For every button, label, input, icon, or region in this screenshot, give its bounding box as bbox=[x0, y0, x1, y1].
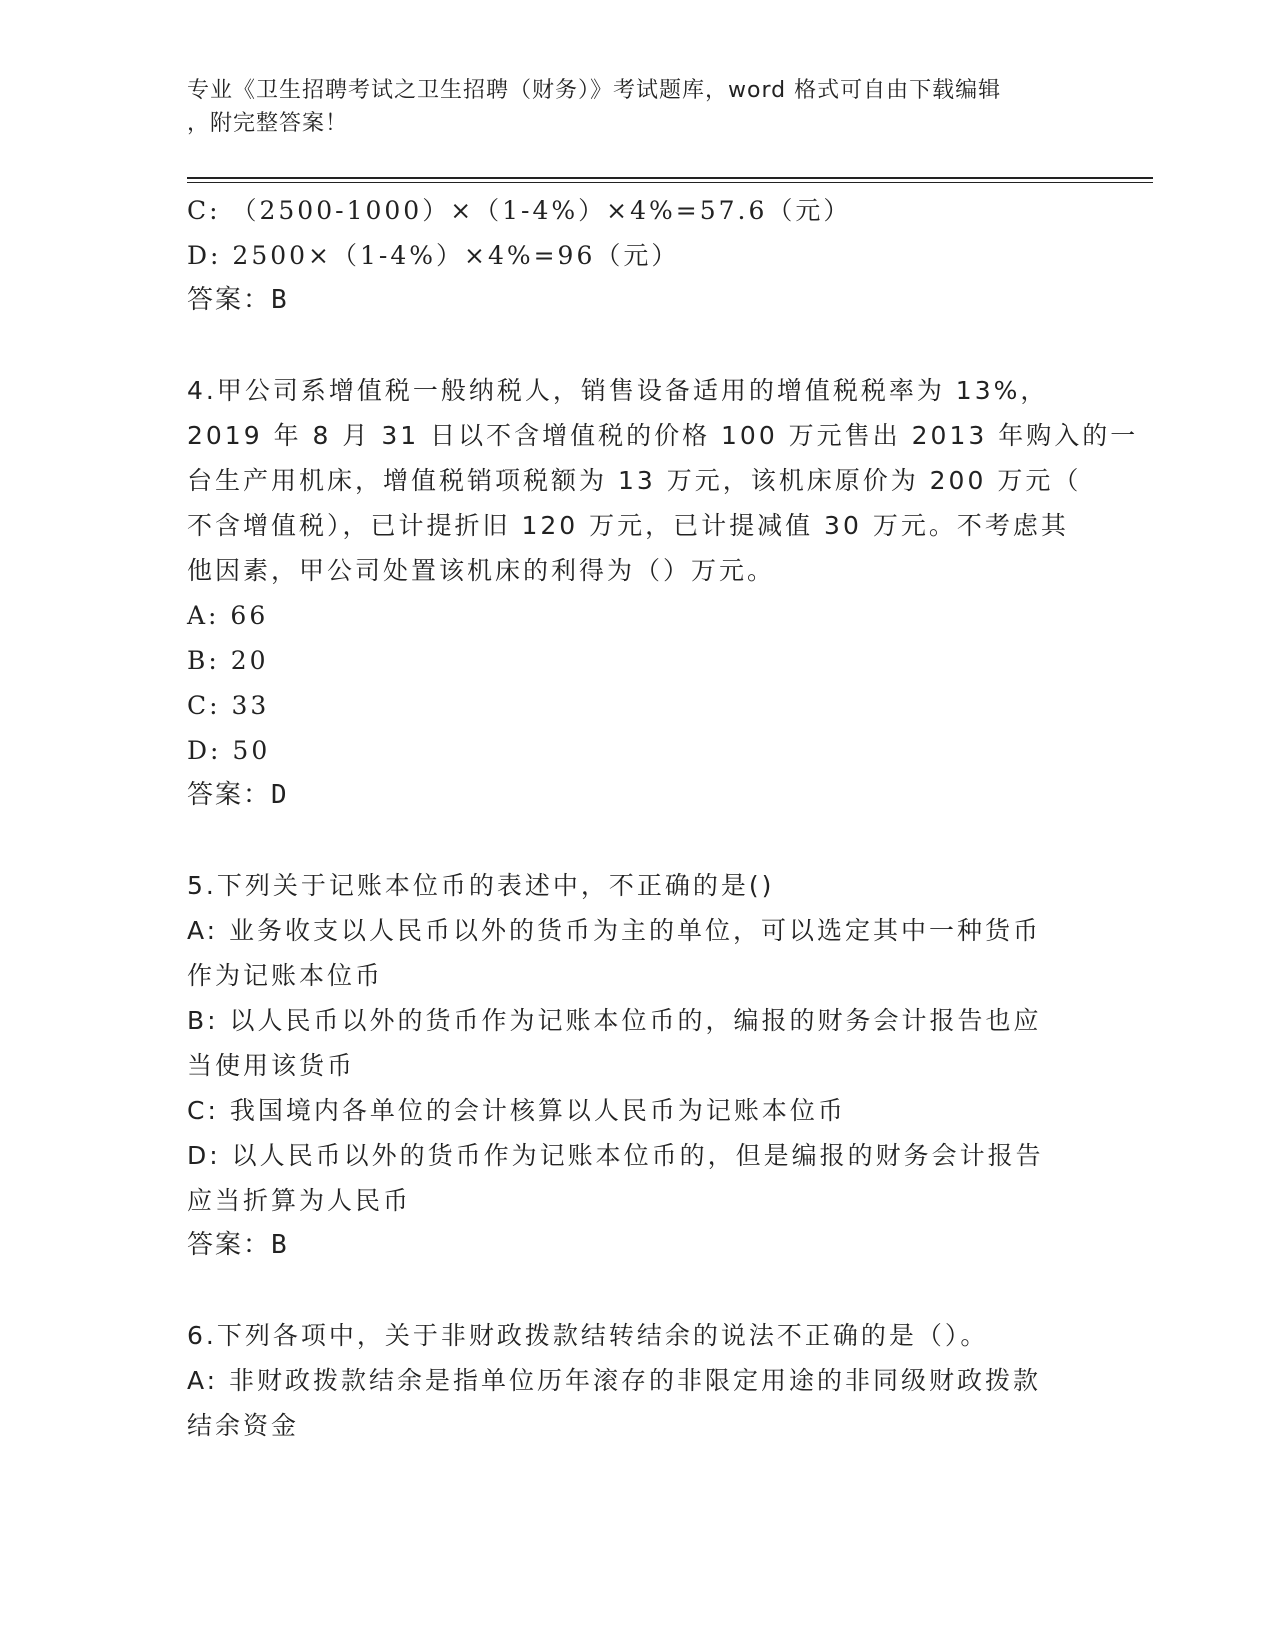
header-line-1: 专业《卫生招聘考试之卫生招聘（财务）》考试题库，word 格式可自由下载编辑 bbox=[187, 78, 1002, 103]
answer-label: 答案： bbox=[187, 1230, 272, 1260]
answer bbox=[187, 773, 1067, 818]
question-stem-line: 4.甲公司系增值税一般纳税人，销售设备适用的增值税税率为 13%， bbox=[187, 376, 1049, 405]
question-stem-line: 2019 年 8 月 31 日以不含增值税的价格 100 万元售出 2013 年购入的一 bbox=[187, 421, 1139, 450]
option-a-line: A: 非财政拨款结余是指单位历年滚存的非限定用途的非同级财政拨款 bbox=[187, 1366, 1042, 1395]
question-stem: 6.下列各项中，关于非财政拨款结转结余的说法不正确的是（）。 bbox=[187, 1321, 989, 1350]
spacer bbox=[187, 818, 1067, 863]
option-a: A: 66 bbox=[187, 601, 269, 630]
option-b: B: 20 bbox=[187, 646, 269, 675]
answer-label: 答案： bbox=[187, 780, 272, 810]
option-a-line: 作为记账本位币 bbox=[187, 961, 384, 990]
option-d: D: 50 bbox=[187, 736, 271, 765]
answer-value: B bbox=[271, 1230, 289, 1260]
answer bbox=[187, 1223, 1067, 1268]
question-stem: 5.下列关于记账本位币的表述中，不正确的是() bbox=[187, 871, 775, 900]
option-c: C: 33 bbox=[187, 691, 270, 720]
question-stem-line: 他因素，甲公司处置该机床的利得为（）万元。 bbox=[187, 556, 776, 585]
header-line-2: ，附完整答案！ bbox=[187, 111, 349, 136]
answer bbox=[187, 278, 1067, 323]
document-header bbox=[187, 74, 1067, 140]
option-d-line: D: 以人民币以外的货币作为记账本位币的，但是编报的财务会计报告 bbox=[187, 1141, 1044, 1170]
option-b-line: 当使用该货币 bbox=[187, 1051, 356, 1080]
question-3 bbox=[187, 188, 1067, 323]
question-stem-line: 台生产用机床，增值税销项税额为 13 万元，该机床原价为 200 万元（ bbox=[187, 466, 1082, 495]
answer-value: D bbox=[271, 780, 289, 810]
question-4 bbox=[187, 368, 1139, 818]
question-stem-line: 不含增值税），已计提折旧 120 万元，已计提减值 30 万元。不考虑其 bbox=[187, 511, 1069, 540]
spacer bbox=[187, 1268, 1067, 1313]
answer-label: 答案： bbox=[187, 285, 272, 315]
header-divider-thin bbox=[187, 182, 1153, 183]
header-divider-thick bbox=[187, 177, 1153, 179]
option-d: D: 2500×（1-4%）×4%=96（元） bbox=[187, 241, 680, 270]
question-5 bbox=[187, 863, 1067, 1268]
option-d-line: 应当折算为人民币 bbox=[187, 1186, 412, 1215]
option-c-line: C: 我国境内各单位的会计核算以人民币为记账本位币 bbox=[187, 1096, 846, 1125]
option-c: C: （2500-1000）×（1-4%）×4%=57.6（元） bbox=[187, 196, 852, 225]
option-a-line: A: 业务收支以人民币以外的货币为主的单位，可以选定其中一种货币 bbox=[187, 916, 1042, 945]
option-a-line: 结余资金 bbox=[187, 1411, 300, 1440]
question-6 bbox=[187, 1313, 1067, 1448]
spacer bbox=[187, 323, 1067, 368]
answer-value: B bbox=[271, 285, 289, 315]
document-body bbox=[187, 188, 1139, 1448]
option-b-line: B: 以人民币以外的货币作为记账本位币的，编报的财务会计报告也应 bbox=[187, 1006, 1042, 1035]
